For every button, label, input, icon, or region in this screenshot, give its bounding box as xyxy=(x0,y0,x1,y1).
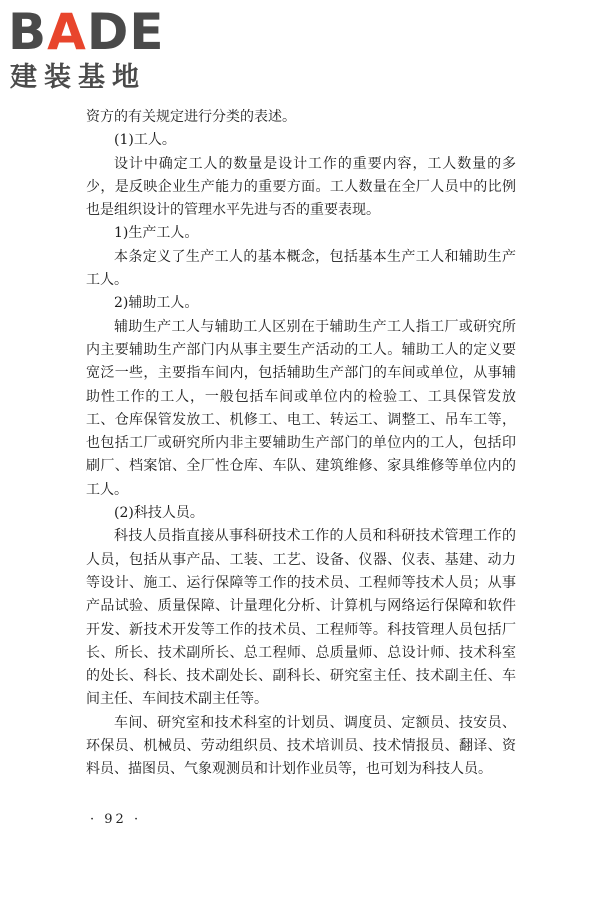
page-number: · 92 · xyxy=(90,812,142,827)
heading-technical-staff: (2)科技人员。 xyxy=(114,505,204,522)
logo-subtitle: 建装基地 xyxy=(10,62,146,93)
logo-letter-a-accent: A xyxy=(47,3,87,61)
paragraph-technical-staff-extra: 车间、研究室和技术科室的计划员、调度员、定额员、技安员、环保员、机械员、劳动组织员、技术培训员、技术情报员、翻译、资料员、描图员、气象观测员和计划作业员等，也可划为科技人员。 xyxy=(86,714,516,778)
logo-wordmark xyxy=(8,4,165,60)
paragraph-continuation: 资方的有关规定进行分类的表述。 xyxy=(86,109,296,125)
paragraph-technical-staff: 科技人员指直接从事科研技术工作的人员和科研技术管理工作的人员，包括从事产品、工装、工艺、设备、仪器、仪表、基建、动力等设计、施工、运行保障等工作的技术员、工程师等技术人员；从事产品试验、质量保障、计量理化分析、计算机与网络运行保障和软件开发、新技术开发等工作的技术员、工程师等。科技管理人员包括厂长、所长、技术副所长、总工程师、总质量师、总设计师、技术科室的处长、科长、技术副处长、副科长、研究室主任、技术副主任、车间主任、车间技术副主任等。 xyxy=(86,528,516,708)
heading-auxiliary-workers: 2)辅助工人。 xyxy=(114,295,199,312)
bade-logo xyxy=(8,4,178,96)
paragraph-workers: 设计中确定工人的数量是设计工作的重要内容，工人数量的多少，是反映企业生产能力的重要方面。工人数量在全厂人员中的比例也是组织设计的管理水平先进与否的重要表现。 xyxy=(86,155,516,219)
logo-letters-de: DE xyxy=(86,3,165,61)
logo-letters-b: B xyxy=(8,3,48,61)
paragraph-production-workers: 本条定义了生产工人的基本概念，包括基本生产工人和辅助生产工人。 xyxy=(86,248,516,289)
heading-production-workers: 1)生产工人。 xyxy=(114,225,199,242)
heading-workers: (1)工人。 xyxy=(114,132,176,149)
paragraph-auxiliary-workers: 辅助生产工人与辅助工人区别在于辅助生产工人指工厂或研究所内主要辅助生产部门内从事主要生产活动的工人。辅助工人的定义要宽泛一些，主要指车间内，包括辅助生产部门的车间或单位，从事辅助性工作的工人，一般包括车间或单位内的检验工、工具保管发放工、仓库保管发放工、机修工、电工、转运工、调整工、吊车工等，也包括工厂或研究所内非主要辅助生产部门的单位内的工人，包括印刷厂、档案馆、全厂性仓库、车队、建筑维修、家具维修等单位内的工人。 xyxy=(86,318,516,498)
page-body xyxy=(86,106,516,782)
